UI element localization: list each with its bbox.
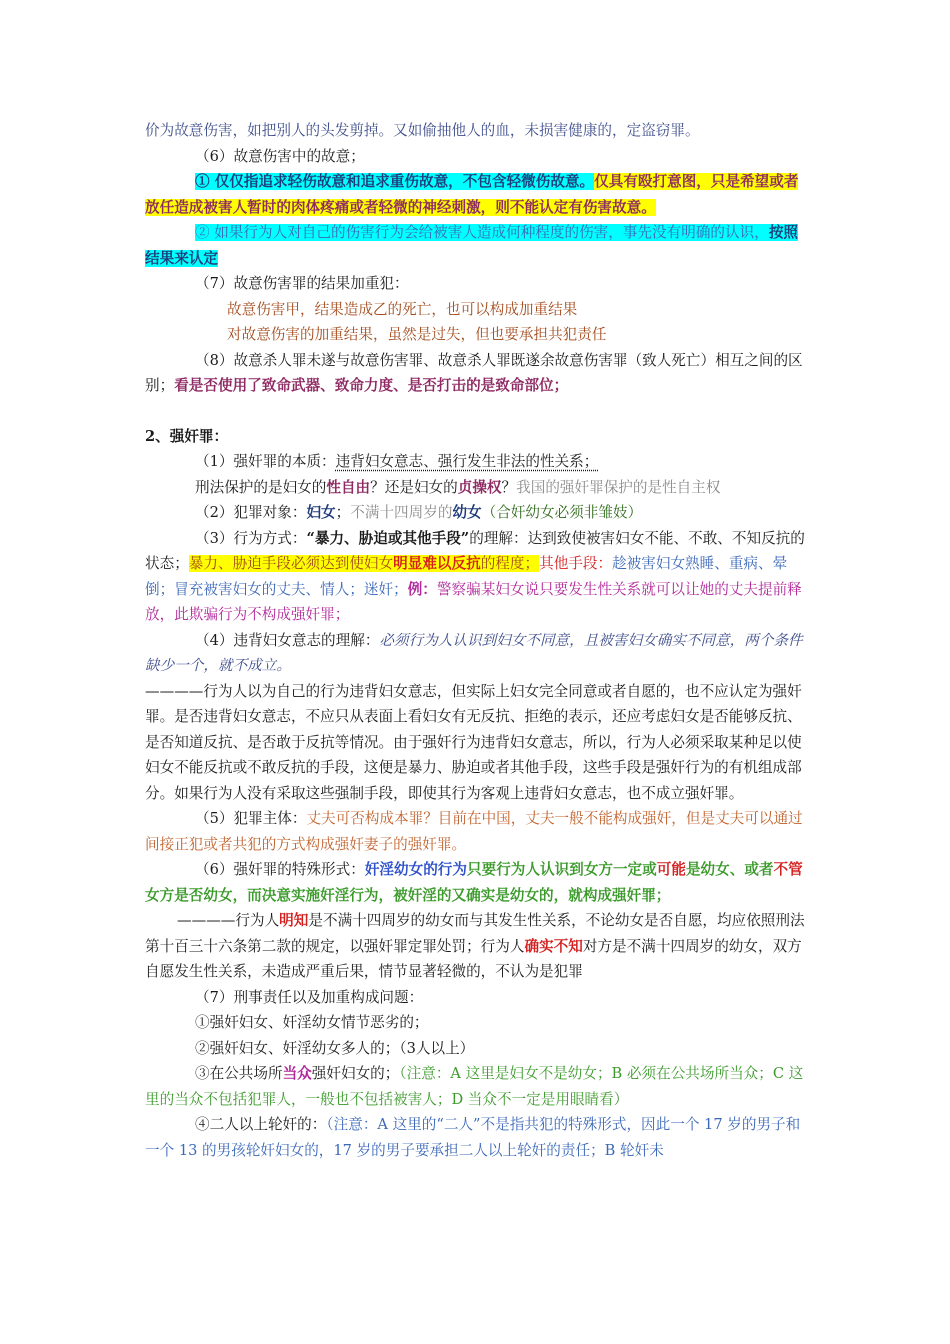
rule-text: 女方是否幼女，而决意实施奸淫行为，被奸淫的又确实是幼女的，就构成强奸罪；: [145, 886, 671, 904]
key-term: 妇女: [306, 504, 336, 521]
emphasis-red: 不管: [773, 861, 803, 878]
explanation-text: 丈夫可否构成本罪？目前在中国，丈夫一般不能构成强奸，但是丈夫可以通过间接正犯或者共犯的方式构成强奸妻子的强奸罪。: [145, 810, 803, 853]
heading-aggravated: （7）故意伤害罪的结果加重犯：: [195, 275, 409, 292]
example-line: 故意伤害甲，结果造成乙的死亡，也可以构成加重结果: [227, 300, 578, 318]
paragraph-method: [145, 526, 810, 628]
plain-text: 的理解：达到致使被害妇女不能、不敢、不知反抗的状态；: [145, 529, 805, 572]
plain-text: （2）犯罪对象：: [195, 504, 307, 521]
note-text: （合奸幼女必须非雏妓）: [481, 504, 643, 521]
example-label: 例：: [407, 580, 437, 598]
emphasis-red: 可能: [656, 861, 686, 878]
plain-text: 刑法保护的是妇女的: [195, 478, 327, 496]
example-line: 对故意伤害的加重结果，虽然是过失，但也要承担共犯责任: [227, 326, 607, 343]
explanation-text: 必须行为人认识到妇女不同意，且被害妇女确实不同意，两个条件缺少一个，就不成立。: [145, 631, 803, 674]
key-term: 幼女: [452, 504, 482, 521]
highlight-yellow-text: 仅具有殴打意图，只是希望或者放任造成被害人暂时的肉体疼痛或者轻微的神经刺激，则不能认定有伤害故意。: [145, 173, 799, 216]
highlight-yellow-text: 暴力、胁迫手段必须达到使妇女: [188, 555, 394, 572]
paragraph-protection: [145, 475, 810, 501]
emphasis-red: 明知: [279, 912, 309, 929]
plain-text: ③在公共场所: [195, 1065, 283, 1082]
key-term: “暴力、胁迫或其他手段”: [306, 529, 470, 547]
highlight-cyan-bold-text: 按照结果来认定: [145, 224, 799, 267]
list-item: ②强奸妇女、奸淫幼女多人的；（3人以上）: [195, 1039, 475, 1057]
key-term: 贞操权: [457, 478, 502, 496]
paragraph-will: [145, 628, 810, 679]
plain-text: ？还是妇女的: [370, 478, 458, 496]
list-item: [145, 1112, 810, 1163]
paragraph-subject: [145, 806, 810, 857]
plain-text: 对方是不满十四周岁的幼女，双方自愿发生性关系，未造成严重后果，情节显著轻微的，不认为是犯罪: [145, 937, 802, 980]
plain-text: （8）故意杀人罪未遂与故意伤害罪、故意杀人罪既遂余故意伤害罪（致人死亡）相互之间的区别；: [145, 351, 803, 394]
plain-text: （6）强奸罪的特殊形式：: [195, 861, 365, 878]
highlighted-paragraph: [145, 169, 810, 220]
heading-intent: （6）故意伤害中的故意；: [195, 147, 365, 165]
paragraph-special-form: [145, 857, 810, 908]
example-text: 警察骗某妇女说只要发生性关系就可以让她的丈夫提前释放，此欺骗行为不构成强奸罪；: [145, 580, 802, 623]
note-text: 我国的强奸罪保护的是性自主权: [516, 478, 721, 496]
highlight-yellow-text: 的程度；: [480, 555, 540, 572]
note-text: （注意：A 这里的“二人”不是指共犯的特殊形式，因此一个 17 岁的男子和一个 13 的男孩轮奸妇女的，17 岁的男子要承担二人以上轮奸的责任；B 轮奸未: [145, 1116, 801, 1159]
list-item: [145, 1061, 810, 1112]
note-text: （注意：A 这里是妇女不是幼女；B 必须在公共场所当众；C 这里的当众不包括犯罪人，一般也不包括被害人；D 当众不一定是用眼睛看）: [145, 1065, 804, 1108]
highlighted-paragraph: [145, 220, 810, 271]
paragraph-essence: [145, 449, 810, 475]
key-term: 性自由: [326, 478, 371, 496]
emphasis-dotted-text: 违背妇女意志、强行发生非法的性关系；: [335, 453, 599, 470]
plain-text: ————行为人: [177, 912, 280, 929]
rule-text: 是幼女、或者: [685, 861, 774, 878]
heading-liability: （7）刑事责任以及加重构成问题：: [195, 988, 424, 1006]
plain-text: 强奸妇女的；: [311, 1065, 400, 1082]
emphasis-red: 确实不知: [524, 937, 583, 955]
plain-text: 是不满十四周岁的幼女而与其发生性关系，不论幼女是否自愿，均应依照刑法第十百三十六条第二款的规定，以强奸罪定罪处罚；行为人: [145, 912, 805, 955]
paragraph-object: [145, 500, 810, 526]
example-text: 趁被害妇女熟睡、重病、晕倒；冒充被害妇女的丈夫、情人；迷奸；: [145, 555, 788, 598]
plain-text: （1）强奸罪的本质：: [195, 453, 336, 470]
plain-text: （3）行为方式：: [195, 529, 307, 547]
note-text: 不满十四周岁的: [350, 504, 453, 521]
document-page: [145, 118, 810, 1163]
key-point-text: 看是否使用了致命武器、致命力度、是否打击的是致命部位；: [174, 377, 569, 394]
paragraph-distinction: [145, 348, 810, 399]
plain-text: （5）犯罪主体：: [195, 810, 307, 827]
rule-text: 只要行为人认识到女方一定或: [467, 861, 657, 878]
key-term: 奸淫幼女的行为: [364, 861, 467, 878]
plain-text: ；: [335, 504, 351, 521]
list-item: ①强奸妇女、奸淫幼女情节恶劣的；: [195, 1014, 429, 1031]
section-title: 2、强奸罪：: [145, 427, 229, 445]
highlight-yellow-bold-text: 明显难以反抗: [393, 555, 481, 572]
plain-text: （4）违背妇女意志的理解：: [195, 631, 380, 649]
highlight-cyan-text: ① 仅仅指追求轻伤故意和追求重伤故意，不包含轻微伤故意。: [195, 173, 595, 190]
key-term: 当众: [282, 1065, 312, 1082]
paragraph-knowledge: [145, 908, 810, 985]
label-text: 其他手段：: [539, 555, 613, 572]
plain-text: ？: [501, 478, 517, 496]
highlight-cyan-text: ② 如果行为人对自己的伤害行为会给被害人造成何种程度的伤害，事先没有明确的认识，: [195, 224, 769, 241]
spacer: [145, 399, 810, 424]
paragraph-explanation: ————行为人以为自己的行为违背妇女意志，但实际上妇女完全同意或者自愿的，也不应认定为强奸罪。是否违背妇女意志，不应只从表面上看妇女有无反抗、拒绝的表示，还应考虑妇女是否能够反抗、是否知道反抗、是否敢于反抗等情况。由于强奸行为违背妇女意志，所以，行为人必须采取某种足以使妇女不能反抗或不敢反抗的手段，这便是暴力、胁迫或者其他手段，这些手段是强奸行为的有机组成部分。如果行为人没有采取这些强制手段，即使其行为客观上违背妇女意志，也不成立强奸罪。: [145, 682, 802, 802]
plain-text: ④二人以上轮奸的：: [195, 1116, 327, 1133]
paragraph-line: 价为故意伤害，如把别人的头发剪掉。又如偷抽他人的血，未损害健康的，定盗窃罪。: [145, 122, 700, 139]
